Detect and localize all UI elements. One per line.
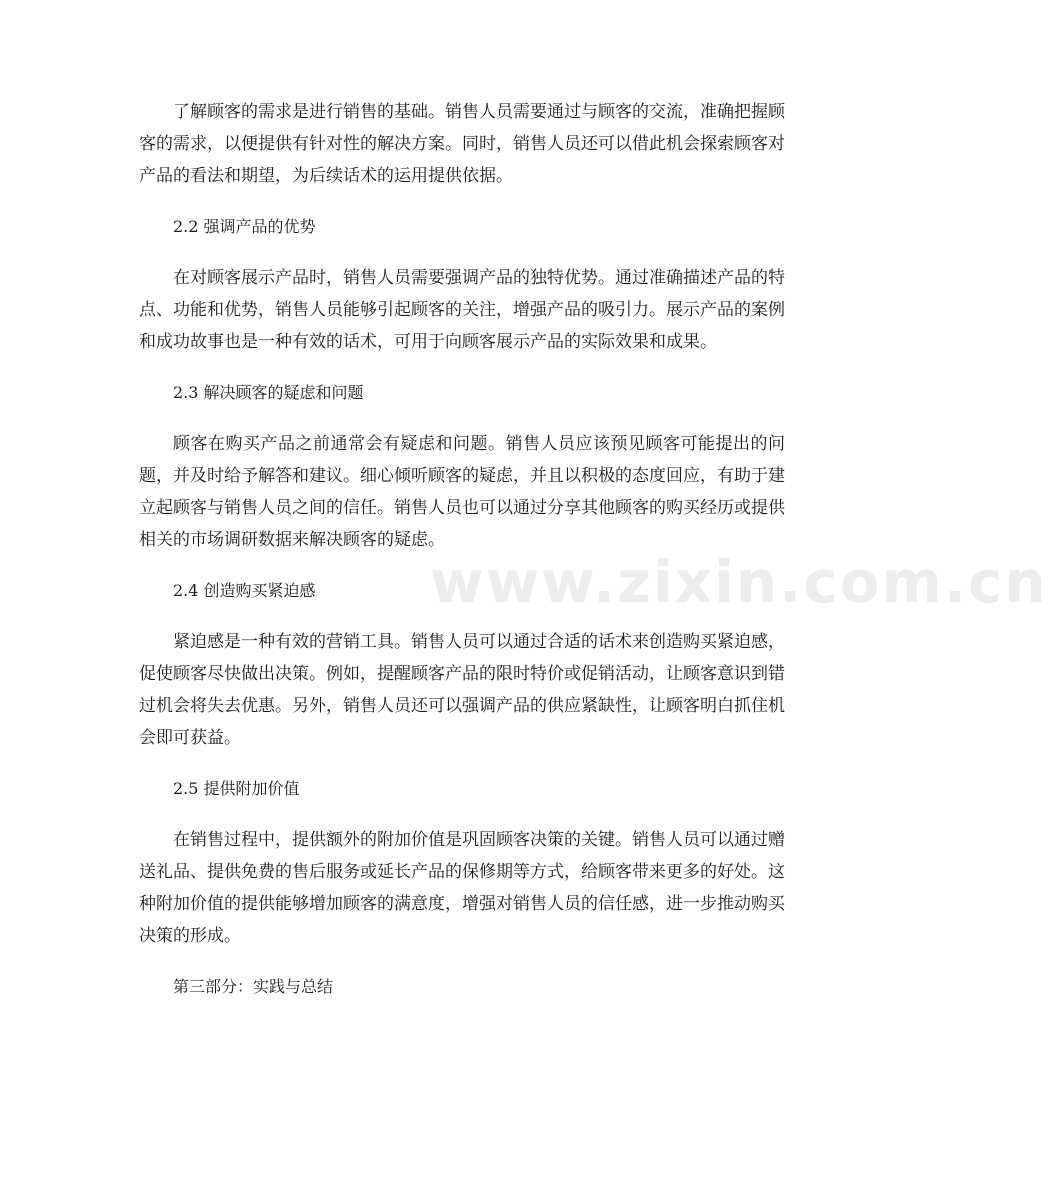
section-paragraph-2-2: 在对顾客展示产品时，销售人员需要强调产品的独特优势。通过准确描述产品的特点、功能和优势，销售人员能够引起顾客的关注，增强产品的吸引力。展示产品的案例和成功故事也是一种有效的话术，可用于向顾客展示产品的实际效果和成果。: [139, 268, 785, 352]
document-body: [139, 96, 785, 1003]
section-paragraph-2-3: 顾客在购买产品之前通常会有疑虑和问题。销售人员应该预见顾客可能提出的问题，并及时给予解答和建议。细心倾听顾客的疑虑，并且以积极的态度回应，有助于建立起顾客与销售人员之间的信任。销售人员也可以通过分享其他顾客的购买经历或提供相关的市场调研数据来解决顾客的疑虑。: [139, 434, 785, 550]
section-heading-2-5: 2.5 提供附加价值: [173, 779, 300, 798]
section-heading-2-2: 2.2 强调产品的优势: [173, 217, 316, 236]
part-heading-3: 第三部分：实践与总结: [173, 977, 334, 996]
section-heading-2-3: 2.3 解决顾客的疑虑和问题: [173, 383, 364, 402]
section-paragraph-2-4: 紧迫感是一种有效的营销工具。销售人员可以通过合适的话术来创造购买紧迫感，促使顾客尽快做出决策。例如，提醒顾客产品的限时特价或促销活动，让顾客意识到错过机会将失去优惠。另外，销售人员还可以强调产品的供应紧缺性，让顾客明白抓住机会即可获益。: [139, 632, 785, 748]
intro-paragraph: 了解顾客的需求是进行销售的基础。销售人员需要通过与顾客的交流，准确把握顾客的需求，以便提供有针对性的解决方案。同时，销售人员还可以借此机会探索顾客对产品的看法和期望，为后续话术的运用提供依据。: [139, 102, 785, 186]
watermark: www.zixin.com.cn: [430, 548, 1048, 616]
section-paragraph-2-5: 在销售过程中，提供额外的附加价值是巩固顾客决策的关键。销售人员可以通过赠送礼品、提供免费的售后服务或延长产品的保修期等方式，给顾客带来更多的好处。这种附加价值的提供能够增加顾客的满意度，增强对销售人员的信任感，进一步推动购买决策的形成。: [139, 830, 785, 946]
section-heading-2-4: 2.4 创造购买紧迫感: [173, 581, 316, 600]
